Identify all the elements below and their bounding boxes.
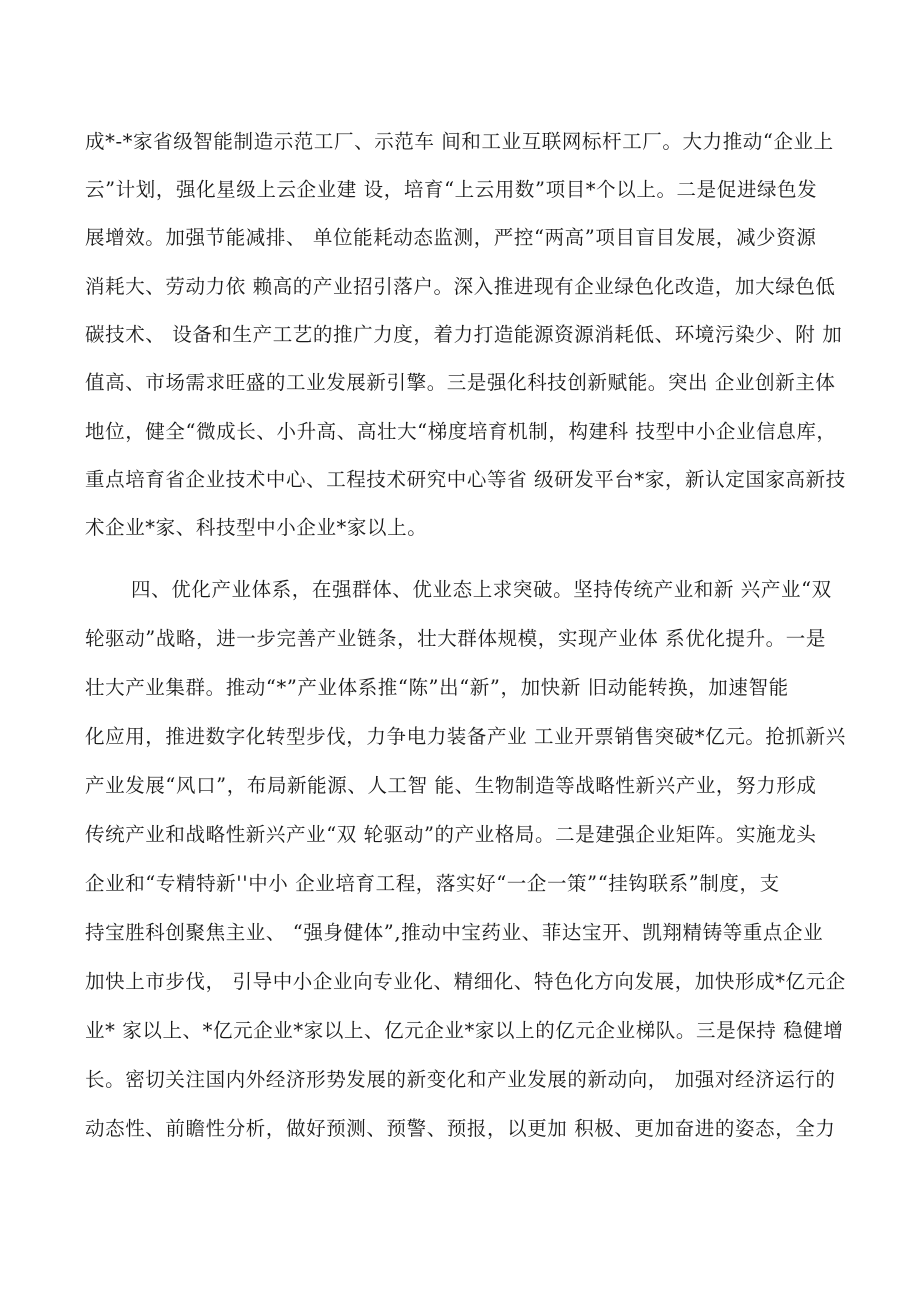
text-line: 重点培育省企业技术中心、工程技术研究中心等省 级研发平台*家，新认定国家高新技 <box>85 468 846 491</box>
text-line: 持宝胜科创聚焦主业、 “强身健体”,推动中宝药业、菲达宝开、凯翔精铸等重点企业 <box>85 921 824 944</box>
text-line: 地位，健全“微成长、小升高、高壮大“梯度培育机制，构建科 技型中小企业信息库， <box>85 420 837 443</box>
text-line: 动态性、前瞻性分析，做好预测、预警、预报，以更加 积极、更加奋进的姿态，全力 <box>85 1117 836 1140</box>
text-line: 加快上市步伐， 引导中小企业向专业化、精细化、特色化方向发展，加快形成*亿元企 <box>85 970 846 993</box>
text-line: 展增效。加强节能减排、 单位能耗动态监测，严控“两高”项目盲目发展，减少资源 <box>85 226 817 249</box>
text-line: 值高、市场需求旺盛的工业发展新引擎。三是强化科技创新赋能。突出 企业创新主体 <box>85 371 836 394</box>
text-line: 消耗大、劳动力依 赖高的产业招引落户。深入推进现有企业绿色化改造，加大绿色低 <box>85 275 836 298</box>
text-line: 产业发展“风口”，布局新能源、人工智 能、生物制造等战略性新兴产业，努力形成 <box>85 774 817 797</box>
text-line: 企业和“专精特新''中小 企业培育工程，落实好“一企一策”“挂钩联系”制度，支 <box>85 872 780 895</box>
text-line: 化应用，推进数字化转型步伐，力争电力装备产业 工业开票销售突破*亿元。抢抓新兴 <box>85 725 846 748</box>
text-line: 传统产业和战略性新兴产业“双 轮驱动”的产业格局。二是建强企业矩阵。实施龙头 <box>85 823 817 846</box>
text-line: 业* 家以上、*亿元企业*家以上、亿元企业*家以上的亿元企业梯队。三是保持 稳健增 <box>85 1019 844 1042</box>
text-line: 云”计划，强化星级上云企业建 设，培育“上云用数”项目*个以上。二是促进绿色发 <box>85 178 818 201</box>
text-line: 术企业*家、科技型中小企业*家以上。 <box>85 516 428 539</box>
text-line: 轮驱动”战略，进一步完善产业链条，壮大群体规模，实现产业体 系优化提升。一是 <box>85 627 826 650</box>
text-line: 长。密切关注国内外经济形势发展的新变化和产业发展的新动向， 加强对经济运行的 <box>85 1068 836 1091</box>
paragraph-start-line: 四、优化产业体系，在强群体、优业态上求突破。坚持传统产业和新 兴产业“双 <box>131 578 832 601</box>
text-line: 碳技术、 设备和生产工艺的推广力度，着力打造能源资源消耗低、环境污染少、附 加 <box>85 323 843 346</box>
text-line: 成*-*家省级智能制造示范工厂、示范车 间和工业互联网标杆工厂。大力推动“企业上 <box>85 130 834 153</box>
text-line: 壮大产业集群。推动“*”产业体系推“陈”出“新”，加快新 旧动能转换，加速智能 <box>85 676 789 699</box>
